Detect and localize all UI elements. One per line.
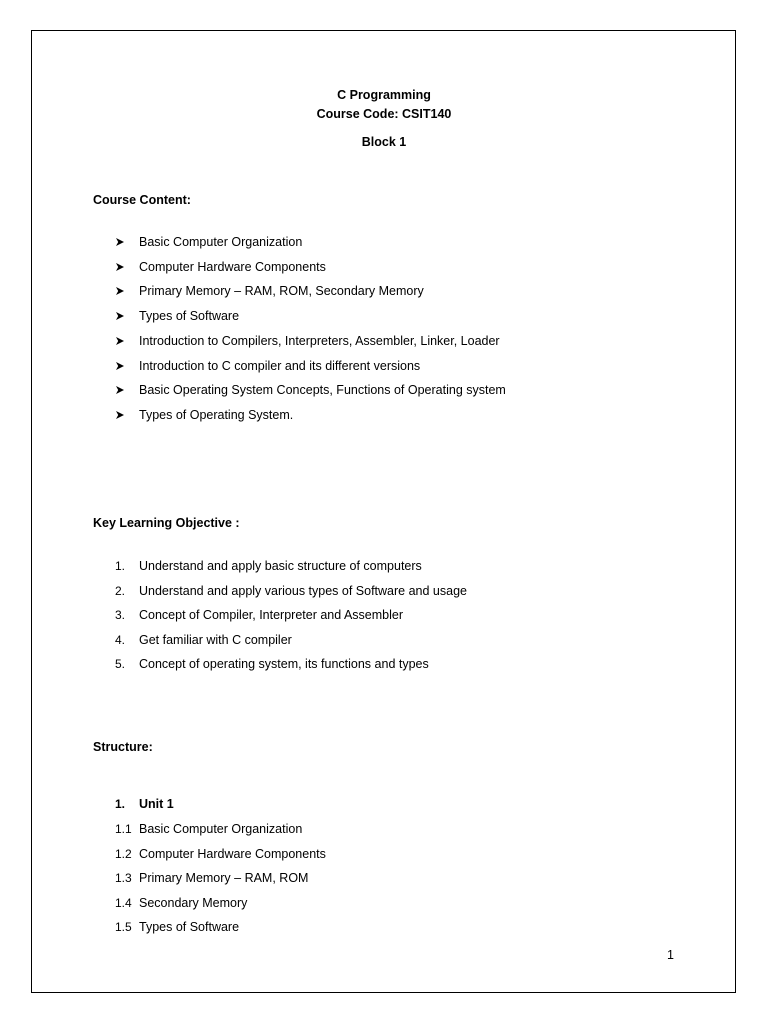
course-content-heading: Course Content: [93,193,191,207]
list-item-text: Concept of operating system, its functions and types [139,657,429,672]
arrowhead-bullet-icon [115,311,139,321]
list-item [115,307,239,325]
structure-item-number: 1.5 [115,920,132,935]
unit-heading [115,795,174,813]
structure-item [115,845,326,863]
structure-item [115,820,302,838]
structure-heading: Structure: [93,740,153,754]
arrowhead-bullet-icon [115,262,139,272]
list-item [115,582,467,600]
structure-item-number: 1.4 [115,895,132,910]
list-item [115,258,326,276]
course-code: Course Code: CSIT140 [316,107,452,121]
list-item [115,631,292,649]
arrowhead-bullet-icon [115,385,139,395]
list-item-number: 3. [115,608,126,623]
block-label: Block 1 [361,135,407,149]
list-item-text: Understand and apply various types of Software and usage [139,583,467,598]
list-item-text: Computer Hardware Components [139,259,326,274]
list-item [115,332,500,350]
page-number: 1 [667,948,674,962]
list-item-number: 2. [115,583,126,598]
list-item-text: Primary Memory – RAM, ROM, Secondary Memory [139,284,424,299]
structure-item [115,894,247,912]
arrowhead-bullet-icon [115,237,139,247]
structure-item [115,869,308,887]
arrowhead-bullet-icon [115,286,139,296]
list-item-text: Basic Operating System Concepts, Functions of Operating system [139,383,506,398]
list-item [115,406,293,424]
list-item-text: Basic Computer Organization [139,235,303,249]
structure-item-text: Basic Computer Organization [139,822,303,836]
structure-item-number: 1.3 [115,871,132,886]
structure-item-text: Computer Hardware Components [139,846,326,861]
unit-number: 1. [115,797,126,811]
arrowhead-bullet-icon [115,361,139,371]
list-item-text: Introduction to C compiler and its different versions [139,358,421,373]
list-item-number: 4. [115,632,126,647]
list-item-text: Concept of Compiler, Interpreter and Assembler [139,608,404,623]
list-item-text: Get familiar with C compiler [139,632,292,647]
arrowhead-bullet-icon [115,336,139,346]
list-item [115,655,429,673]
list-item [115,381,506,399]
list-item-text: Understand and apply basic structure of computers [139,559,422,573]
list-item-number: 1. [115,559,126,573]
list-item [115,357,420,375]
structure-item [115,918,239,936]
list-item [115,606,403,624]
arrowhead-bullet-icon [115,410,139,420]
structure-item-text: Secondary Memory [139,895,248,910]
list-item-text: Types of Software [139,309,240,324]
list-item [115,282,424,300]
structure-item-text: Primary Memory – RAM, ROM [139,871,309,886]
structure-item-text: Types of Software [139,920,240,935]
objectives-heading: Key Learning Objective : [93,516,240,530]
list-item-text: Introduction to Compilers, Interpreters, Assembler, Linker, Loader [139,333,500,348]
document-title: C Programming [337,88,431,102]
list-item-text: Types of Operating System. [139,407,294,422]
structure-item-number: 1.1 [115,822,132,836]
list-item [115,557,422,575]
list-item [115,233,302,251]
structure-item-number: 1.2 [115,846,132,861]
list-item-number: 5. [115,657,126,672]
unit-label: Unit 1 [139,797,174,811]
